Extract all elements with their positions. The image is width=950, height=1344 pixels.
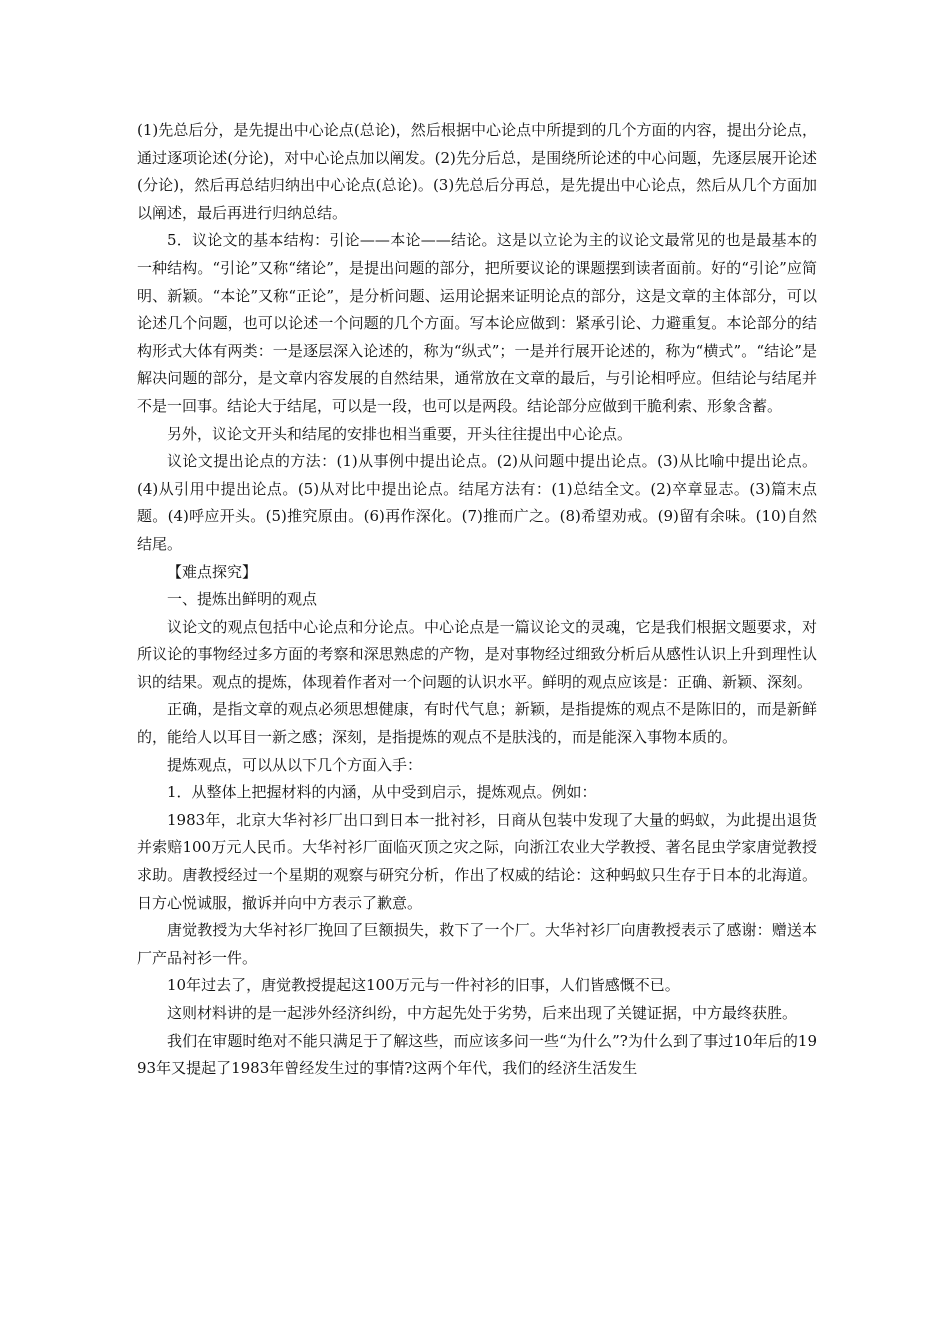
paragraph-example-1983: 1983年，北京大华衬衫厂出口到日本一批衬衫，日商从包装中发现了大量的蚂蚁，为此提出退货并索赔100万元人民币。大华衬衫厂面临灭顶之灾之际，向浙江农业大学教授、著名昆虫学家唐觉教授求助。唐教授经过一个星期的观察与研究分析，作出了权威的结论：这种蚂蚁只生存于日本的北海道。日方心悦诚服，撤诉并向中方表示了歉意。 <box>137 810 817 912</box>
subsection-heading: 一、提炼出鲜明的观点 <box>167 590 318 609</box>
paragraph-example-thanks: 唐觉教授为大华衬衫厂挽回了巨额损失，救下了一个厂。大华衬衫厂向唐教授表示了感谢：赠送本厂产品衬衫一件。 <box>137 921 817 967</box>
paragraph-methods: 议论文提出论点的方法：(1)从事例中提出论点。(2)从问题中提出论点。(3)从比喻中提出论点。(4)从引用中提出论点。(5)从对比中提出论点。结尾方法有：(1)总结全文。(2)卒章显志。(3)篇末点题。(4)呼应开头。(5)推究原由。(6)再作深化。(7)推而广之。(8)希望劝戒。(9)留有余味。(10)自然结尾。 <box>137 452 817 553</box>
document-page <box>137 117 817 1083</box>
paragraph-correct-novel-deep: 正确，是指文章的观点必须思想健康，有时代气息；新颖，是指提炼的观点不是陈旧的，而是新鲜的，能给人以耳目一新之感；深刻，是指提炼的观点不是肤浅的，而是能深入事物本质的。 <box>137 700 817 747</box>
section-heading-difficulty: 【难点探究】 <box>167 562 258 581</box>
paragraph-example-10-years: 10年过去了，唐觉教授提起这100万元与一件衬衫的旧事，人们皆感慨不已。 <box>167 976 680 995</box>
paragraph-material-summary: 这则材料讲的是一起涉外经济纠纷，中方起先处于劣势，后来出现了关键证据，中方最终获胜。 <box>167 1004 798 1022</box>
paragraph-opening-ending: 另外，议论文开头和结尾的安排也相当重要，开头往往提出中心论点。 <box>167 424 633 443</box>
paragraph-structure-types: (1)先总后分，是先提出中心论点(总论)，然后根据中心论点中所提到的几个方面的内容，提出分论点，通过逐项论述(分论)，对中心论点加以阐发。(2)先分后总，是围绕所论述的中心问题，先逐层展开论述(分论)，然后再总结归纳出中心论点(总论)。(3)先总后分再总，是先提出中心论点，然后从几个方面加以阐述，最后再进行归纳总结。 <box>137 121 817 222</box>
paragraph-item-1: 1．从整体上把握材料的内涵，从中受到启示，提炼观点。例如： <box>167 783 597 802</box>
paragraph-basic-structure: 5．议论文的基本结构：引论——本论——结论。这是以立论为主的议论文最常见的也是最基本的一种结构。“引论”又称“绪论”，是提出问题的部分，把所要议论的课题摆到读者面前。好的“引论”应简明、新颖。“本论”又称“正论”，是分析问题、运用论据来证明论点的部分，这是文章的主体部分，可以论述几个问题，也可以论述一个问题的几个方面。写本论应做到：紧承引论、力避重复。本论部分的结构形式大体有两类：一是逐层深入论述的，称为“纵式”；一是并行展开论述的，称为“横式”。“结论”是解决问题的部分，是文章内容发展的自然结果，通常放在文章的最后，与引论相呼应。但结论与结尾并不是一回事。结论大于结尾，可以是一段，也可以是两段。结论部分应做到干脆利索、形象含蓄。 <box>137 231 817 415</box>
paragraph-refine-intro: 提炼观点，可以从以下几个方面入手： <box>167 755 423 774</box>
paragraph-why-question: 我们在审题时绝对不能只满足于了解这些，而应该多问一些“为什么”?为什么到了事过10年后的1993年又提起了1983年曾经发生过的事情?这两个年代，我们的经济生活发生 <box>137 1031 817 1078</box>
paragraph-viewpoint: 议论文的观点包括中心论点和分论点。中心论点是一篇议论文的灵魂，它是我们根据文题要求，对所议论的事物经过多方面的考察和深思熟虑的产物，是对事物经过细致分析后从感性认识上升到理性认识的结果。观点的提炼，体现着作者对一个问题的认识水平。鲜明的观点应该是：正确、新颖、深刻。 <box>137 617 817 691</box>
